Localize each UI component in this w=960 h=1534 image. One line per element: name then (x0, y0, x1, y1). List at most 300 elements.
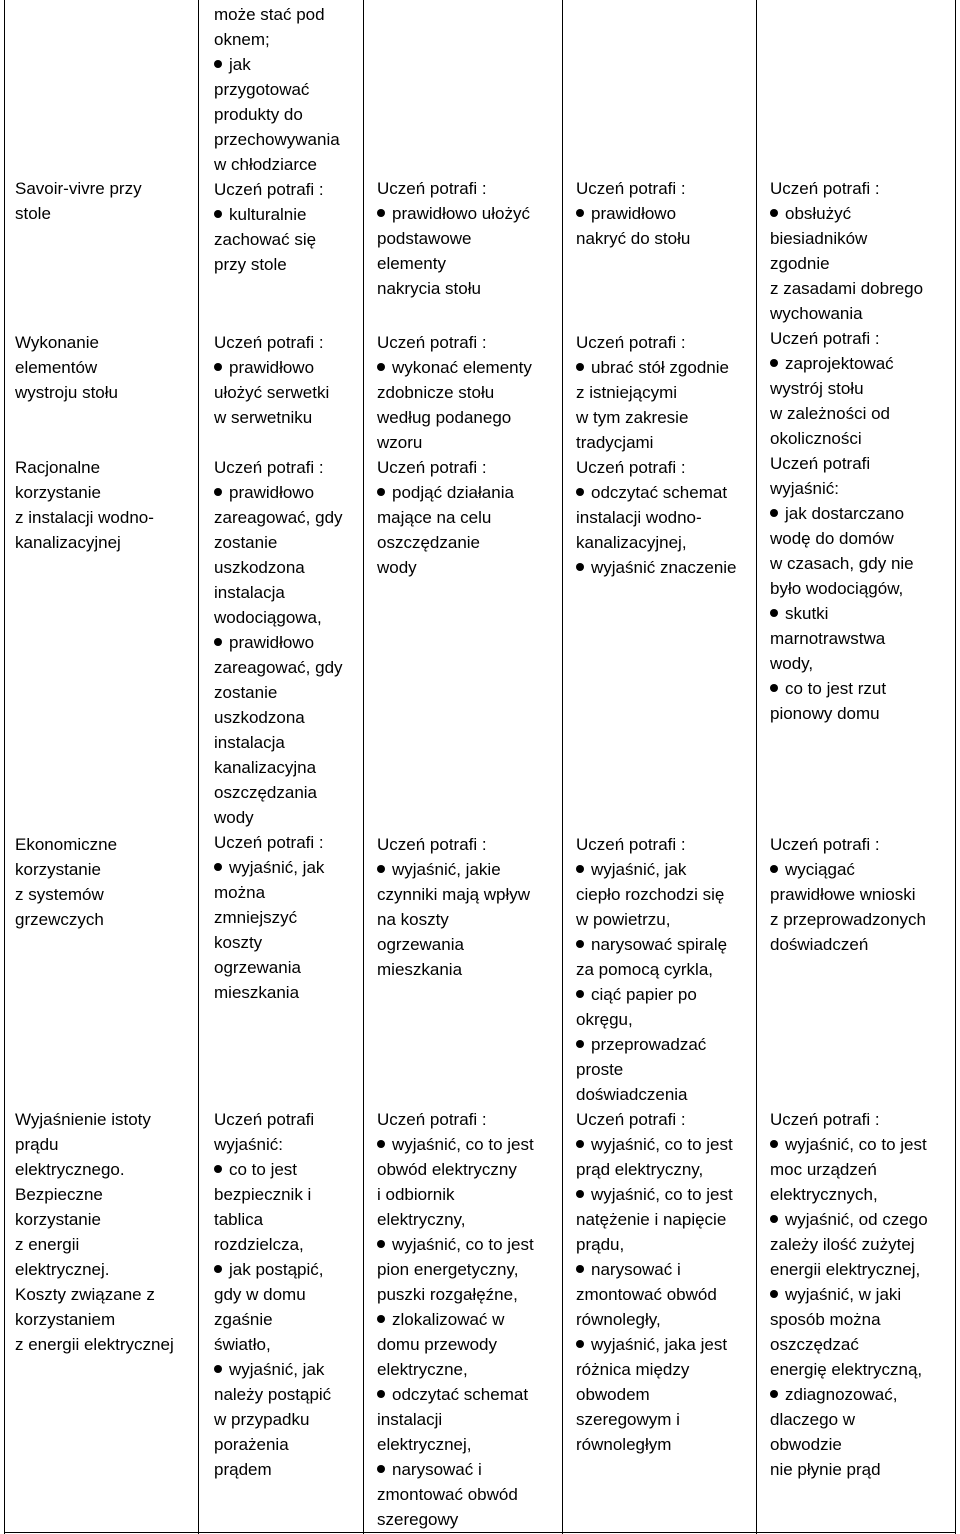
text-line (576, 1107, 733, 1132)
text-line (214, 480, 343, 505)
text-line (770, 201, 923, 226)
bullet-icon (576, 865, 584, 873)
text-line (576, 1432, 733, 1457)
text-line (214, 1457, 331, 1482)
table-cell-c3-b1 (377, 176, 530, 301)
text-line (15, 380, 118, 405)
line-text: zareagować, gdy (214, 508, 343, 527)
text-line (15, 832, 117, 857)
line-text: co to jest rzut (785, 679, 887, 698)
text-line (770, 1182, 928, 1207)
line-text: puszki rozgałęźne, (377, 1285, 518, 1304)
text-line (576, 1007, 733, 1032)
text-line (15, 857, 117, 882)
text-line (214, 1357, 331, 1382)
text-line (214, 730, 343, 755)
text-line (377, 1482, 534, 1507)
text-line (770, 551, 923, 576)
text-line (377, 1432, 534, 1457)
bullet-icon (576, 1340, 584, 1348)
line-text: narysować i (392, 1460, 482, 1479)
line-text: elektrycznych, (770, 1185, 878, 1204)
line-text: okoliczności (770, 429, 862, 448)
line-text: prądu, (576, 1235, 625, 1254)
line-text: tablica (214, 1210, 264, 1229)
line-text: Uczeń potrafi : (377, 1110, 487, 1129)
line-text: ogrzewania (377, 935, 464, 954)
table-cell-c2-b1 (214, 2, 340, 277)
line-text: wyjaśnić, jakie (392, 860, 501, 879)
line-text: korzystaniem (15, 1310, 116, 1329)
text-line (214, 780, 343, 805)
text-line (214, 980, 343, 1005)
line-text: energię elektryczną, (770, 1360, 923, 1379)
text-line (214, 1307, 331, 1332)
line-text: w serwetniku (214, 408, 313, 427)
line-text: w tym zakresie (576, 408, 689, 427)
line-text: wody (377, 558, 417, 577)
text-line (576, 405, 737, 430)
text-line (576, 1232, 733, 1257)
line-text: ciepło rozchodzi się (576, 885, 725, 904)
text-line (377, 1307, 534, 1332)
line-text: zlokalizować w (392, 1310, 505, 1329)
text-line (214, 27, 340, 52)
line-text: instalacji (377, 1410, 443, 1429)
text-line (377, 1157, 534, 1182)
line-text: szeregowym i (576, 1410, 680, 1429)
text-line (377, 882, 530, 907)
bullet-icon (576, 209, 584, 217)
table-border-col1 (198, 0, 199, 1534)
text-line (15, 1307, 174, 1332)
bullet-icon (770, 1290, 778, 1298)
line-text: wyjaśnić, jaka jest (591, 1335, 728, 1354)
line-text: narysować i (591, 1260, 681, 1279)
text-line (377, 957, 530, 982)
text-line (770, 857, 926, 882)
bullet-icon (214, 1365, 222, 1373)
line-text: elektryczny, (377, 1210, 466, 1229)
line-text: zmontować obwód (377, 1485, 518, 1504)
line-text: nakrycia stołu (377, 279, 481, 298)
table-border-col2 (363, 0, 364, 1534)
line-text: z istniejącymi (576, 383, 678, 402)
bullet-icon (377, 865, 385, 873)
bullet-icon (377, 363, 385, 371)
text-line (15, 480, 154, 505)
line-text: nakryć do stołu (576, 229, 691, 248)
text-line (15, 455, 154, 480)
text-line (576, 832, 733, 857)
line-text: wzoru (377, 433, 423, 452)
text-line (576, 1132, 733, 1157)
text-line (770, 451, 923, 476)
bullet-icon (576, 990, 584, 998)
line-text: sposób można (770, 1310, 881, 1329)
text-line (214, 605, 343, 630)
line-text: kanalizacyjna (214, 758, 317, 777)
line-text: w przypadku (214, 1410, 310, 1429)
line-text: Uczeń potrafi : (576, 179, 686, 198)
line-text: Wykonanie (15, 333, 99, 352)
line-text: należy postąpić (214, 1385, 332, 1404)
text-line (770, 601, 923, 626)
text-line (377, 226, 530, 251)
line-text: przygotować (214, 80, 310, 99)
line-text: wykonać elementy (392, 358, 532, 377)
text-line (377, 530, 532, 555)
text-line (377, 1107, 534, 1132)
line-text: instalacja (214, 733, 285, 752)
line-text: Uczeń potrafi : (770, 1110, 880, 1129)
line-text: rozdzielcza, (214, 1235, 304, 1254)
bullet-icon (377, 1465, 385, 1473)
text-line (770, 251, 923, 276)
text-line (377, 176, 530, 201)
text-line (576, 957, 733, 982)
text-line (214, 1207, 331, 1232)
line-text: obwodem (576, 1385, 650, 1404)
line-text: wyjaśnić, jak (591, 860, 687, 879)
text-line (214, 455, 343, 480)
line-text: wyjaśnić, co to jest (392, 1235, 534, 1254)
line-text: prawidłowo (229, 633, 315, 652)
text-line (377, 1332, 534, 1357)
line-text: szeregowy (377, 1510, 459, 1529)
text-line (770, 351, 923, 376)
line-text: Uczeń potrafi : (377, 458, 487, 477)
bullet-icon (576, 940, 584, 948)
line-text: z energii elektrycznej (15, 1335, 174, 1354)
line-text: doświadczenia (576, 1085, 688, 1104)
line-text: Savoir-vivre przy (15, 179, 142, 198)
line-text: Uczeń potrafi : (770, 329, 880, 348)
line-text: Uczeń potrafi : (214, 833, 324, 852)
line-text: ogrzewania (214, 958, 301, 977)
text-line (576, 480, 737, 505)
text-line (377, 405, 532, 430)
text-line (770, 326, 923, 351)
text-line (770, 932, 926, 957)
text-line (214, 630, 343, 655)
bullet-icon (377, 1240, 385, 1248)
line-text: podjąć działania (392, 483, 514, 502)
line-text: bezpiecznik i (214, 1185, 312, 1204)
text-line (576, 857, 733, 882)
line-text: wyjaśnić, co to jest (591, 1135, 733, 1154)
line-text: wyjaśnić, od czego (785, 1210, 928, 1229)
text-line (576, 1157, 733, 1182)
line-text: jak postąpić, (229, 1260, 324, 1279)
line-text: wyciągać (785, 860, 855, 879)
text-line (15, 1257, 174, 1282)
text-line (576, 1407, 733, 1432)
table-border-col3 (562, 0, 563, 1534)
text-line (214, 955, 343, 980)
bullet-icon (214, 1165, 222, 1173)
line-text: Uczeń potrafi : (377, 835, 487, 854)
table-cell-c4-b1 (576, 176, 690, 251)
text-line (377, 355, 532, 380)
line-text: kanalizacyjnej (15, 533, 121, 552)
line-text: oknem; (214, 30, 270, 49)
line-text: zmontować obwód (576, 1285, 717, 1304)
line-text: wyjaśnić, co to jest (392, 1135, 534, 1154)
bullet-icon (770, 1390, 778, 1398)
bullet-icon (576, 1140, 584, 1148)
line-text: instalacji wodno- (576, 508, 702, 527)
text-line (770, 401, 923, 426)
bullet-icon (214, 638, 222, 646)
text-line (214, 755, 343, 780)
table-cell-c5-b2 (770, 832, 926, 957)
text-line (377, 555, 532, 580)
line-text: prądem (214, 1460, 272, 1479)
line-text: elementów (15, 358, 98, 377)
text-line (214, 1107, 331, 1132)
bullet-icon (770, 209, 778, 217)
line-text: korzystanie (15, 860, 101, 879)
text-line (576, 1307, 733, 1332)
text-line (770, 176, 923, 201)
bullet-icon (770, 359, 778, 367)
line-text: zdobnicze stołu (377, 383, 495, 402)
line-text: ubrać stół zgodnie (591, 358, 729, 377)
line-text: natężenie i napięcie (576, 1210, 727, 1229)
text-line (214, 1232, 331, 1257)
text-line (770, 1107, 928, 1132)
text-line (576, 1057, 733, 1082)
line-text: z systemów (15, 885, 104, 904)
line-text: przy stole (214, 255, 287, 274)
line-text: obsłużyć (785, 204, 852, 223)
line-text: wyjaśnić znaczenie (591, 558, 737, 577)
text-line (15, 1132, 174, 1157)
text-line (15, 1207, 174, 1232)
text-line (377, 251, 530, 276)
line-text: zależy ilość zużytej (770, 1235, 915, 1254)
line-text: podstawowe (377, 229, 472, 248)
line-text: zostanie (214, 533, 278, 552)
text-line (770, 907, 926, 932)
text-line (377, 480, 532, 505)
text-line (15, 1157, 174, 1182)
text-line (576, 1032, 733, 1057)
table-cell-c1-b2 (15, 330, 118, 405)
line-text: korzystanie (15, 1210, 101, 1229)
line-text: z energii (15, 1235, 80, 1254)
text-line (214, 380, 329, 405)
line-text: przechowywania (214, 130, 340, 149)
text-line (214, 77, 340, 102)
table-cell-c1-b4 (15, 832, 117, 932)
line-text: prawidłowo (591, 204, 677, 223)
line-text: narysować spiralę (591, 935, 728, 954)
bullet-icon (214, 488, 222, 496)
text-line (770, 1232, 928, 1257)
text-line (15, 355, 118, 380)
text-line (214, 330, 329, 355)
text-line (214, 1432, 331, 1457)
line-text: marnotrawstwa (770, 629, 886, 648)
line-text: czynniki mają wpływ (377, 885, 531, 904)
line-text: doświadczeń (770, 935, 869, 954)
line-text: można (214, 883, 266, 902)
text-line (15, 530, 154, 555)
line-text: porażenia (214, 1435, 289, 1454)
line-text: energii elektrycznej, (770, 1260, 921, 1279)
line-text: oszczędzania (214, 783, 318, 802)
text-line (770, 1157, 928, 1182)
line-text: w chłodziarce (214, 155, 317, 174)
text-line (770, 576, 923, 601)
text-line (377, 1232, 534, 1257)
text-line (15, 1232, 174, 1257)
line-text: Uczeń potrafi : (576, 333, 686, 352)
line-text: Uczeń potrafi : (770, 835, 880, 854)
text-line (214, 805, 343, 830)
table-cell-c3-b3 (377, 832, 530, 982)
line-text: kulturalnie (229, 205, 307, 224)
text-line (377, 1207, 534, 1232)
line-text: według podanego (377, 408, 512, 427)
text-line (576, 932, 733, 957)
line-text: skutki (785, 604, 829, 623)
line-text: co to jest (229, 1160, 298, 1179)
line-text: uszkodzona (214, 708, 305, 727)
text-line (15, 176, 142, 201)
text-line (770, 501, 923, 526)
bullet-icon (377, 209, 385, 217)
text-line (576, 355, 737, 380)
line-text: okręgu, (576, 1010, 633, 1029)
text-line (576, 1257, 733, 1282)
line-text: wyjaśnić, w jaki (785, 1285, 902, 1304)
line-text: zaprojektować (785, 354, 894, 373)
text-line (377, 907, 530, 932)
text-line (576, 1207, 733, 1232)
line-text: obwodzie (770, 1435, 842, 1454)
line-text: z instalacji wodno- (15, 508, 154, 527)
text-line (576, 1182, 733, 1207)
text-line (377, 430, 532, 455)
line-text: prawidłowo (229, 483, 315, 502)
text-line (770, 1207, 928, 1232)
line-text: prawidłowe wnioski (770, 885, 916, 904)
text-line (214, 102, 340, 127)
line-text: gdy w domu (214, 1285, 306, 1304)
line-text: pion energetyczny, (377, 1260, 519, 1279)
line-text: wyjaśnić, co to jest (785, 1135, 927, 1154)
line-text: zachować się (214, 230, 317, 249)
line-text: w zależności od (770, 404, 891, 423)
bullet-icon (377, 1140, 385, 1148)
text-line (214, 1157, 331, 1182)
line-text: elementy (377, 254, 446, 273)
text-line (377, 832, 530, 857)
text-line (214, 1132, 331, 1157)
line-text: Uczeń potrafi : (576, 1110, 686, 1129)
text-line (576, 455, 737, 480)
line-text: mieszkania (377, 960, 463, 979)
text-line (576, 330, 737, 355)
text-line (214, 580, 343, 605)
line-text: Koszty związane z (15, 1285, 155, 1304)
line-text: instalacja (214, 583, 285, 602)
bullet-icon (576, 1190, 584, 1198)
text-line (15, 907, 117, 932)
line-text: zostanie (214, 683, 278, 702)
line-text: wodociągowa, (214, 608, 322, 627)
text-line (576, 555, 737, 580)
line-text: wody (214, 808, 254, 827)
text-line (770, 1432, 928, 1457)
line-text: wystroju stołu (15, 383, 118, 402)
text-line (576, 176, 690, 201)
line-text: za pomocą cyrkla, (576, 960, 713, 979)
line-text: światło, (214, 1335, 271, 1354)
text-line (214, 880, 343, 905)
text-line (377, 505, 532, 530)
line-text: prawidłowo ułożyć (392, 204, 530, 223)
line-text: obwód elektryczny (377, 1160, 517, 1179)
line-text: oszczędzanie (377, 533, 481, 552)
line-text: wyjaśnić, jak (229, 858, 325, 877)
text-line (15, 1107, 174, 1132)
text-line (15, 1332, 174, 1357)
table-border-left (4, 0, 5, 1534)
text-line (15, 1182, 174, 1207)
bullet-icon (770, 684, 778, 692)
text-line (377, 380, 532, 405)
text-line (770, 1382, 928, 1407)
line-text: proste (576, 1060, 624, 1079)
line-text: Uczeń potrafi : (377, 179, 487, 198)
text-line (576, 882, 733, 907)
text-line (15, 882, 117, 907)
line-text: Uczeń potrafi : (770, 179, 880, 198)
text-line (770, 882, 926, 907)
line-text: elektrycznej. (15, 1260, 110, 1279)
bullet-icon (770, 1140, 778, 1148)
line-text: w powietrzu, (576, 910, 671, 929)
text-line (214, 1407, 331, 1432)
text-line (15, 505, 154, 530)
table-cell-c1-b3 (15, 455, 154, 555)
text-line (770, 226, 923, 251)
text-line (576, 430, 737, 455)
line-text: koszty (214, 933, 263, 952)
text-line (770, 526, 923, 551)
line-text: zgodnie (770, 254, 830, 273)
text-line (15, 201, 142, 226)
line-text: wystrój stołu (770, 379, 864, 398)
bullet-icon (576, 488, 584, 496)
text-line (576, 201, 690, 226)
line-text: na koszty (377, 910, 449, 929)
line-text: kanalizacyjnej, (576, 533, 687, 552)
line-text: wyjaśnić: (770, 479, 839, 498)
text-line (214, 530, 343, 555)
text-line (576, 530, 737, 555)
text-line (214, 855, 343, 880)
line-text: korzystanie (15, 483, 101, 502)
line-text: ciąć papier po (591, 985, 697, 1004)
table-cell-c3-b4 (377, 1107, 534, 1532)
line-text: wychowania (770, 304, 863, 323)
text-line (576, 1357, 733, 1382)
